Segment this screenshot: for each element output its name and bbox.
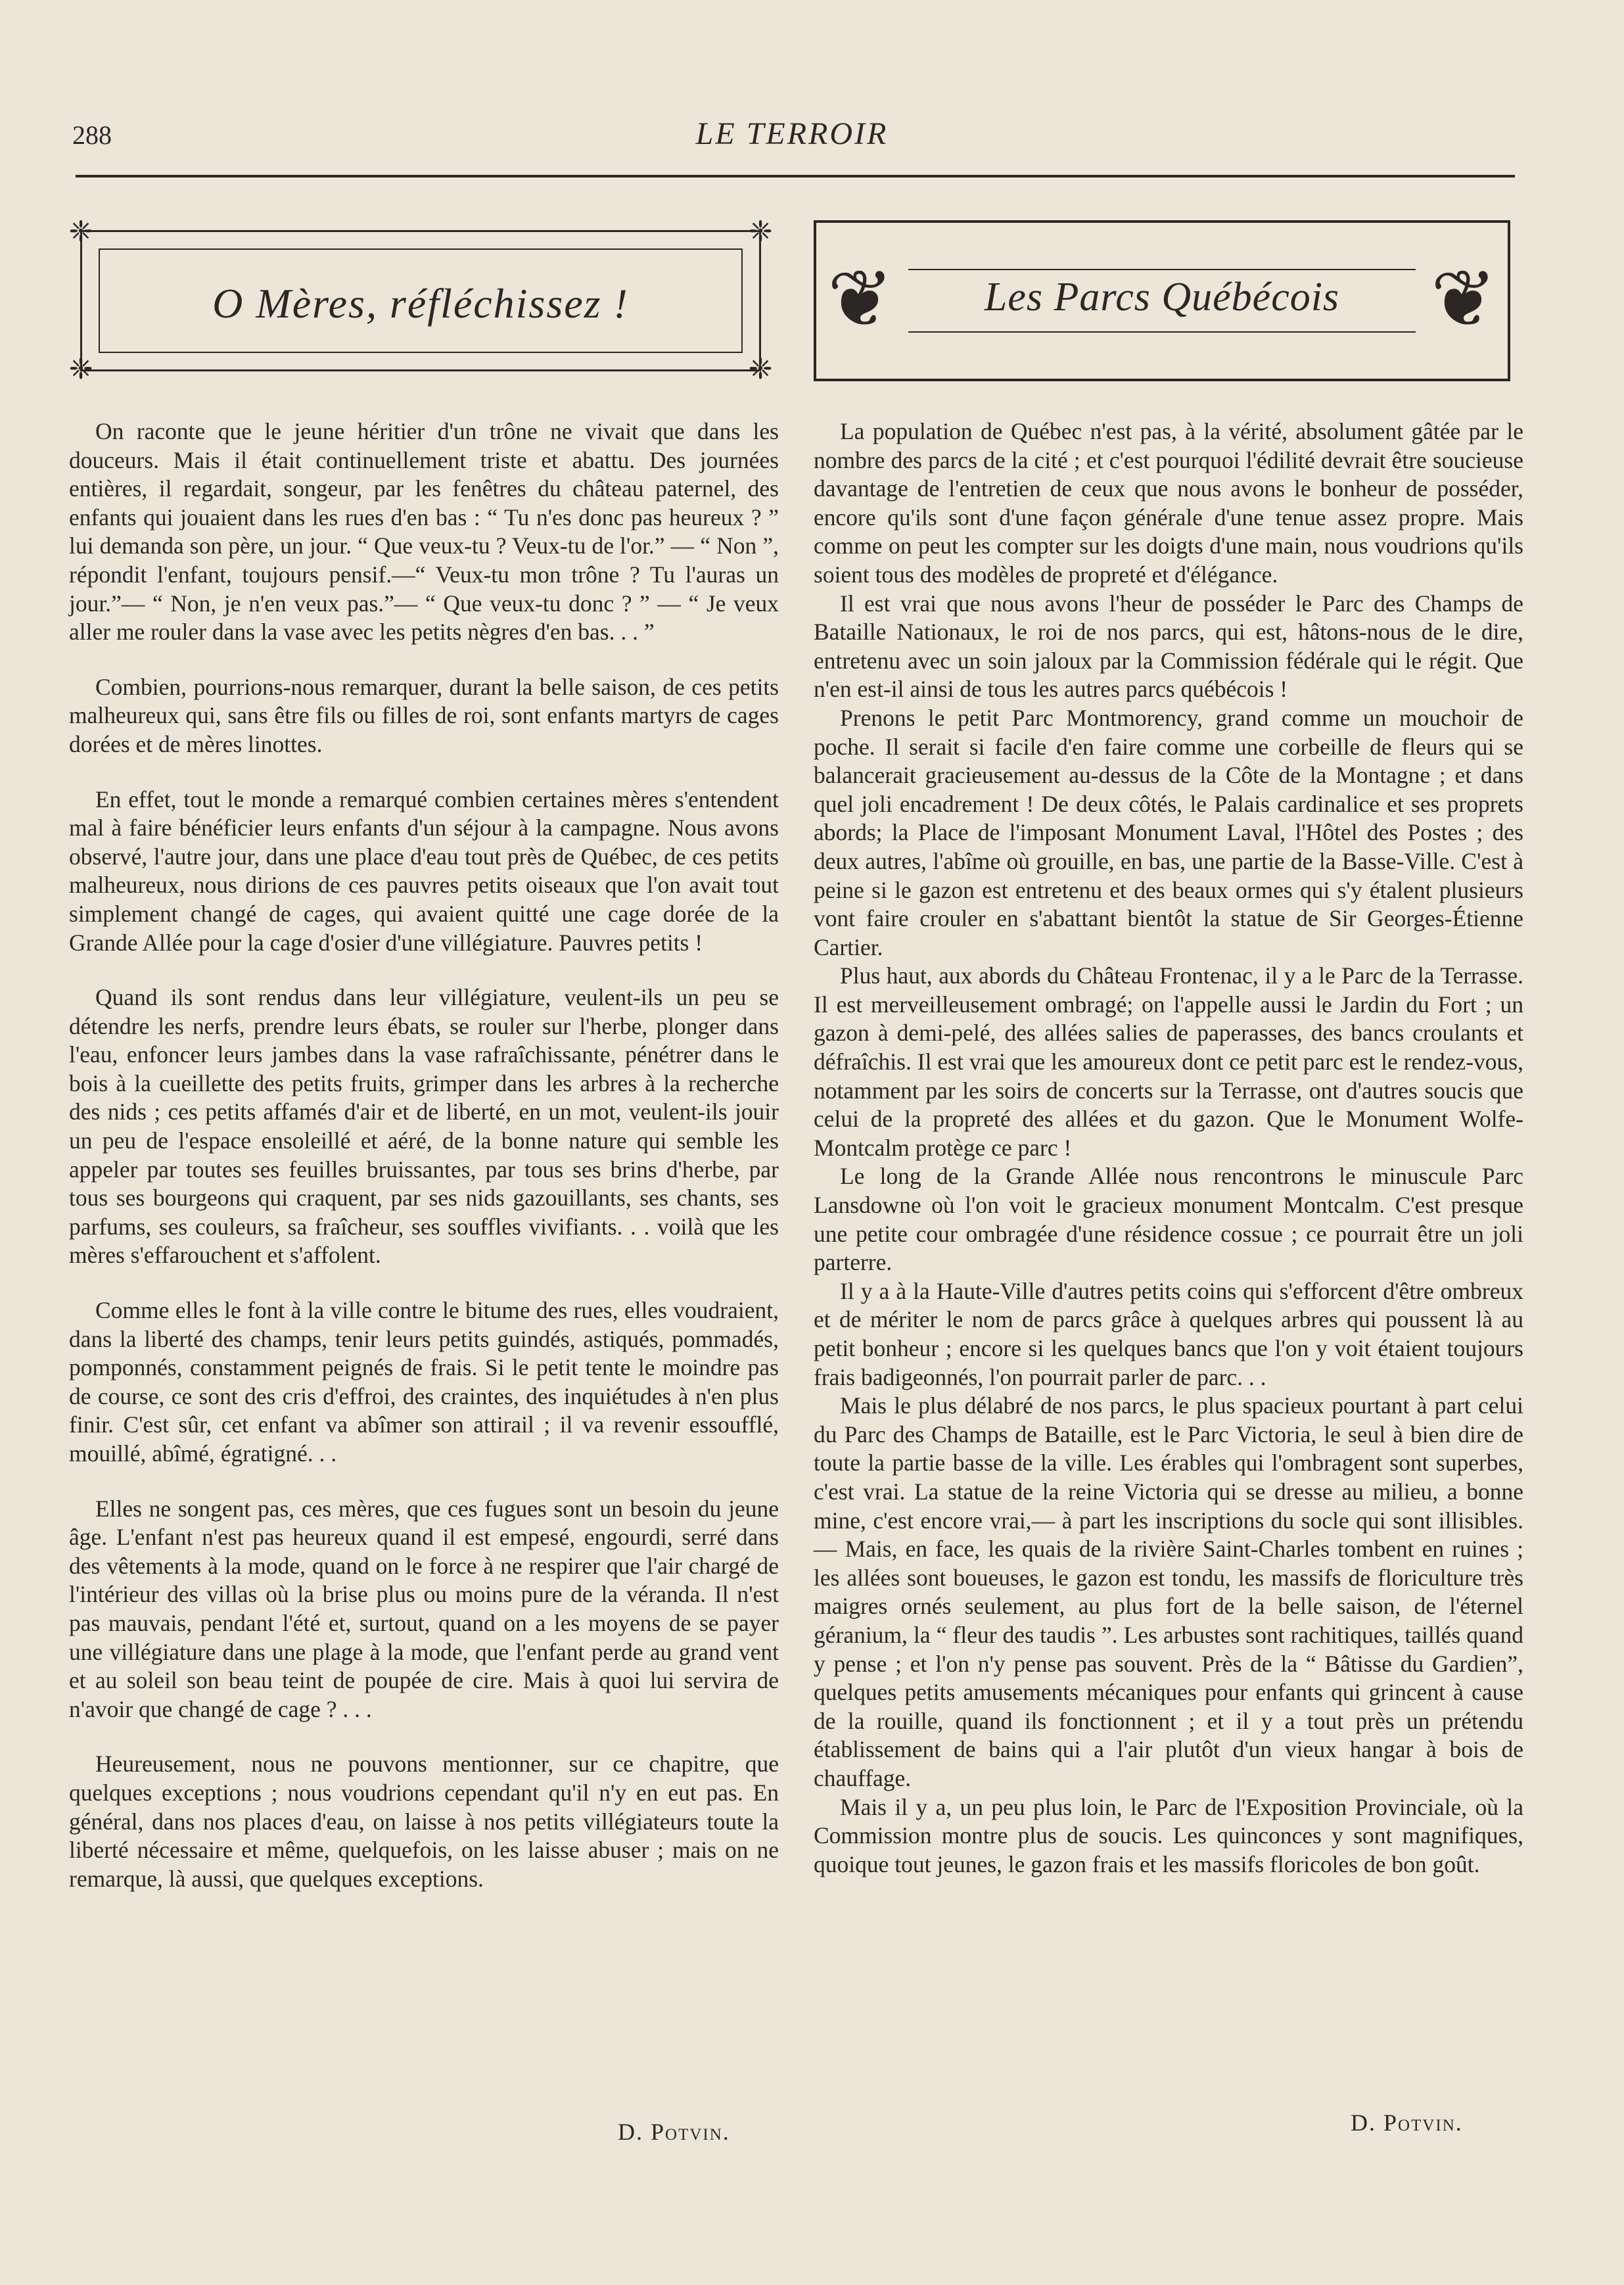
paragraph: Plus haut, aux abords du Château Frontenac, il y a le Parc de la Terrasse. Il est merveilleusement ombragé; on l'appelle aussi le Jardin du Fort ; un gazon à demi-pelé, des allées salies de paperasses, des bancs croulants et défraîchis. Il est vrai que les amoureux dont ce petit parc est le rendez-vous, notamment par les soirs de concerts sur la Terrasse, ont d'autres soucis que celui de la propreté des allées et du gazon. Que le Monument Wolfe-Montcalm protège ce parc !	[814, 962, 1523, 1161]
corner-ornament-icon: ❈	[748, 216, 773, 248]
paragraph: Mais il y a, un peu plus loin, le Parc de l'Exposition Provinciale, où la Commission montre plus de soucis. Les quinconces y sont magnifiques, quoique tout jeunes, le gazon frais et les massifs floricoles de bon goût.	[814, 1793, 1523, 1877]
left-article-title: O Mères, réfléchissez !	[212, 280, 629, 327]
paragraph: Heureusement, nous ne pouvons mentionner, sur ce chapitre, que quelques exceptions ; nous voudrions cependant qu'il n'y en eut pas. En général, dans nos places d'eau, on laisse à nos petits villégiateurs toute la liberté nécessaire et même, quelquefois, on les laisse abuser ; mais on ne remarque, là aussi, que quelques exceptions.	[69, 1751, 779, 1892]
paragraph: Il est vrai que nous avons l'heur de posséder le Parc des Champs de Bataille Nationaux, le roi de nos parcs, qui est, hâtons-nous de le dire, entretenu avec un soin jaloux par la Commission fédérale qui le régit. Que n'en est-il ainsi de tous les autres parcs québécois !	[814, 590, 1523, 703]
paragraph: Comme elles le font à la ville contre le bitume des rues, elles voudraient, dans la liberté des champs, tenir leurs petits guindés, astiqués, pommadés, pomponnés, constamment peignés de frais. Si le petit tente le moindre pas de course, ce sont des cris d'effroi, des craintes, des inquiétudes à n'en plus finir. C'est sûr, cet enfant va abîmer son attirail ; il va revenir essoufflé, mouillé, abîmé, égratigné. . .	[69, 1297, 779, 1467]
paragraph: Mais le plus délabré de nos parcs, le plus spacieux pourtant à part celui du Parc des Champs de Bataille, est le Parc Victoria, le seul à bien dire de toute la partie basse de la ville. Les érables qui l'ombragent sont superbes, c'est vrai. La statue de la reine Victoria qui se dresse au milieu, a bonne mine, c'est encore vrai,— à part les inscriptions du socle qui sont illisibles.— Mais, en face, les quais de la rivière Saint-Charles tombent en ruines ; les allées sont boueuses, le gazon est tondu, les massifs de floriculture très maigres ornés seulement, au plus fort de la belle saison, de l'éternel géranium, la “ fleur des taudis ”. Les arbustes sont rachitiques, taillés quand y pense ; et l'on n'y pense pas souvent. Près de la “ Bâtisse du Gardien”, quelques petits amusements mécaniques pour enfants qui grincent à cause de la rouille, quand ils fonctionnent ; et il y a tout près un prétendu établissement de bains qui a l'air plutôt d'un vieux hangar à bois de chauffage.	[814, 1392, 1523, 1791]
paragraph: On raconte que le jeune héritier d'un trône ne vivait que dans les douceurs. Mais il était continuellement triste et abattu. Des journées entières, il regardait, songeur, par les fenêtres du château paternel, des enfants qui jouaient dans les rues d'en bas : “ Tu n'es donc pas heureux ? ” lui demanda son père, un jour. “ Que veux-tu ? Veux-tu de l'or.” — “ Non ”, répondit l'enfant, toujours pensif.—“ Veux-tu mon trône ? Tu l'auras un jour.”— “ Non, je n'en veux pas.”— “ Que veux-tu donc ? ” — “ Je veux aller me rouler dans la vase avec les petits nègres d'en bas. . . ”	[69, 418, 779, 646]
paragraph: La population de Québec n'est pas, à la vérité, absolument gâtée par le nombre des parcs de la cité ; et c'est pourquoi l'édilité devrait être soucieuse davantage de l'entretien de ceux que nous avons le bonheur de posséder, encore qu'ils sont d'une façon générale d'une tenue assez propre. Mais comme on peut les compter sur les doigts d'une main, nous voudrions qu'ils soient tous des modèles de propreté et d'élégance.	[814, 418, 1523, 588]
left-article-body	[69, 417, 779, 1920]
left-article-signature: D. Potvin.	[618, 2119, 730, 2145]
corner-ornament-icon: ❈	[748, 353, 773, 385]
paragraph: Prenons le petit Parc Montmorency, grand comme un mouchoir de poche. Il serait si facile d'en faire comme une corbeille de fleurs qui se balancerait gracieusement au-dessus de la Côte de la Montagne ; et dans quel joli encadrement ! De deux côtés, le Palais cardinalice et ses proprets abords; la Place de l'imposant Monument Laval, l'Hôtel des Postes ; des deux autres, l'abîme où grouille, en bas, une partie de la Basse-Ville. C'est à peine si le gazon est entretenu et des beaux ormes qui s'y étalent plusieurs vont faire crouler en s'abattant bientôt la statue de Sir Georges-Étienne Cartier.	[814, 704, 1523, 960]
paragraph: Elles ne songent pas, ces mères, que ces fugues sont un besoin du jeune âge. L'enfant n'est pas heureux quand il est empesé, engourdi, serré dans des vêtements à la mode, quand on le force à ne respirer que l'air chargé de l'intérieur des villas où la brise plus ou moins pure de la véranda. Il n'est pas mauvais, pendant l'été et, surtout, quand on a les moyens de se payer une villégiature dans une plage à la mode, que l'enfant perde au grand vent et au soleil son beau teint de poupée de cire. Mais à quoi lui servira de n'avoir que changé de cage ? . . .	[69, 1495, 779, 1722]
right-title-rule-bottom	[908, 331, 1416, 333]
scroll-ornament-icon: ❦	[1430, 256, 1497, 343]
right-article-body	[814, 417, 1523, 1879]
running-title: LE TERROIR	[695, 116, 889, 151]
paragraph: En effet, tout le monde a remarqué combien certaines mères s'entendent mal à faire bénéficier leurs enfants d'un séjour à la campagne. Nous avons observé, l'autre jour, dans une place d'eau tout près de Québec, de ces petits malheureux, nous dirions de ces pauvres petits oiseaux que l'on avait tout simplement changé de cages, qui avaient quitté une cage dorée de la Grande Allée pour la cage d'osier d'une villégiature. Pauvres petits !	[69, 786, 779, 956]
paragraph: Quand ils sont rendus dans leur villégiature, veulent-ils un peu se détendre les nerfs, prendre leurs ébats, se rouler sur l'herbe, plonger dans l'eau, enfoncer leurs jambes dans la vase rafraîchissante, pénétrer dans le bois à la cueillette des petits fruits, grimper dans les arbres à la recherche des nids ; ces petits affamés d'air et de liberté, en un mot, veulent-ils jouir un peu de l'espace ensoleillé et aéré, de la bonne nature qui semble les appeler par toutes ses feuilles bruissantes, par tous ses brins d'herbe, par tous ses bourgeons qui craquent, par ses nids gazouillants, ses chants, ses parfums, ses couleurs, sa fraîcheur, ses souffles vivifiants. . . voilà que les mères s'effarouchent et s'affolent.	[69, 984, 779, 1269]
right-article-title: Les Parcs Québécois	[984, 275, 1340, 319]
paragraph: Combien, pourrions-nous remarquer, durant la belle saison, de ces petits malheureux qui, sans être fils ou filles de roi, sont enfants martyrs de cages dorées et de mères linottes.	[69, 673, 779, 757]
corner-ornament-icon: ❈	[68, 353, 93, 385]
scroll-ornament-icon: ❦	[827, 256, 894, 343]
corner-ornament-icon: ❈	[68, 216, 93, 248]
page-header	[72, 112, 1512, 158]
page-number: 288	[72, 120, 112, 150]
right-article-signature: D. Potvin.	[1351, 2109, 1463, 2136]
header-rule	[76, 175, 1515, 177]
left-title-frame	[66, 217, 776, 385]
right-title-rule-top	[908, 269, 1416, 270]
paragraph: Il y a à la Haute-Ville d'autres petits coins qui s'efforcent d'être ombreux et de mériter le nom de parcs grâce à quelques arbres qui poussent là au petit bonheur ; encore si les quelques bancs que l'on y voit étaient toujours frais badigeonnés, l'on pourrait parler de parc. . .	[814, 1277, 1523, 1390]
paragraph: Le long de la Grande Allée nous rencontrons le minuscule Parc Lansdowne où l'on voit le gracieux monument Montcalm. C'est presque une petite cour ombragée d'une résidence cossue ; ce pourrait être un joli parterre.	[814, 1163, 1523, 1276]
right-title-frame	[814, 220, 1510, 381]
